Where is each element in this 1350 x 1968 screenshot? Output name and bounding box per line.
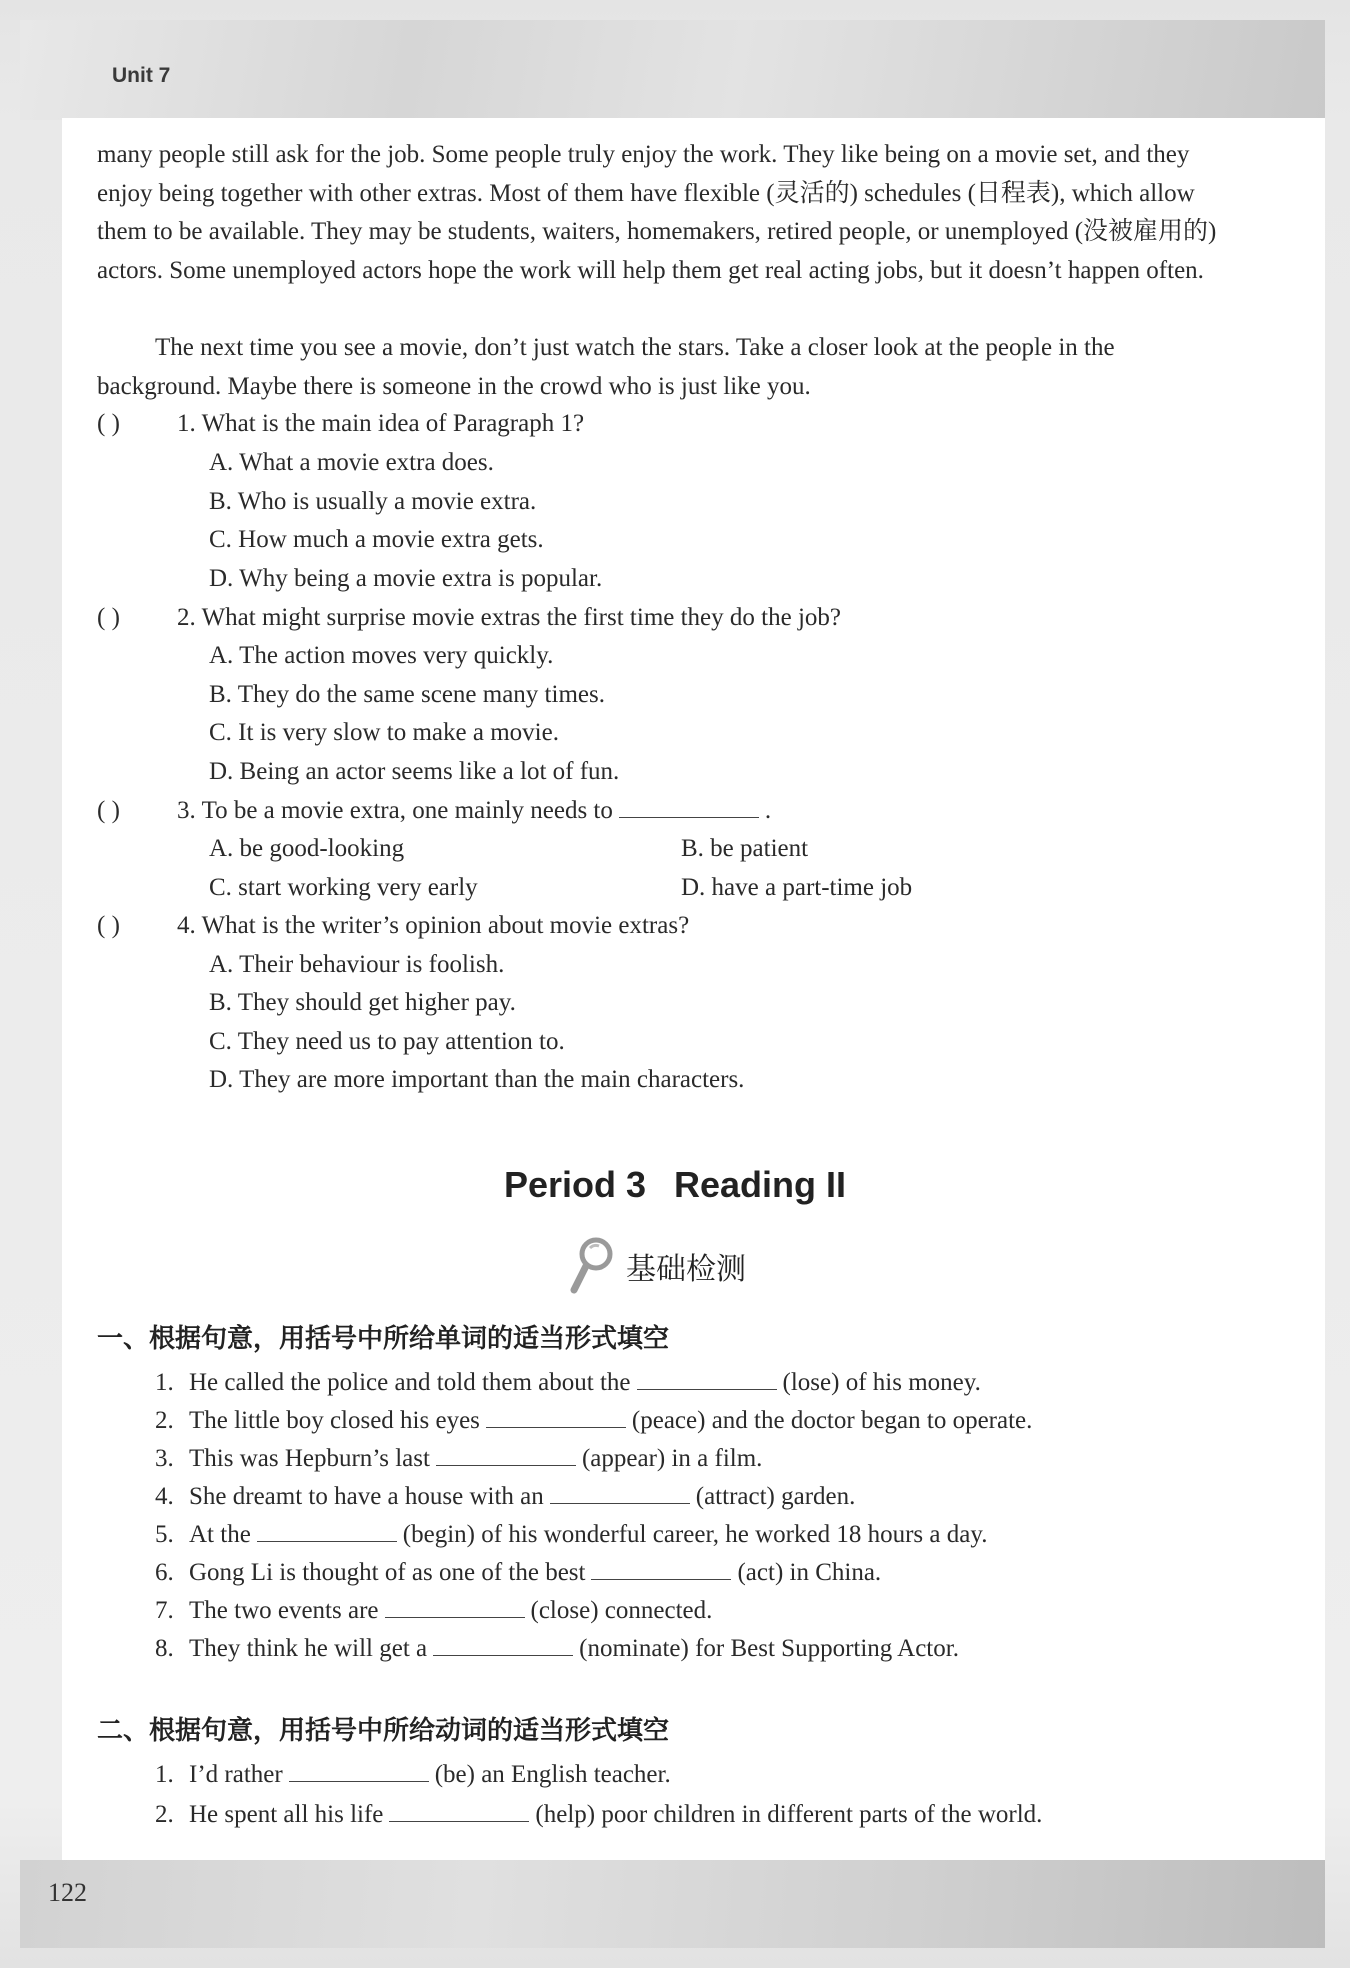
period-number: Period 3 <box>503 1164 647 1205</box>
item-number: 7. <box>155 1597 174 1624</box>
option-d[interactable]: D. Being an actor seems like a lot of fun. <box>209 758 620 785</box>
option-a[interactable]: A. Their behaviour is foolish. <box>209 951 505 978</box>
item-number: 5. <box>155 1521 174 1548</box>
option-d[interactable]: D. have a part-time job <box>681 874 913 901</box>
exercise-1-6 <box>155 1554 881 1592</box>
item-after: (nominate) for Best Supporting Actor. <box>579 1635 959 1662</box>
question-number: 2. <box>177 604 196 631</box>
answer-paren[interactable]: ( ) <box>97 912 120 939</box>
question-4 <box>97 907 689 945</box>
item-before: This was Hepburn’s last <box>189 1445 430 1472</box>
option-c[interactable]: C. How much a movie extra gets. <box>209 526 544 553</box>
answer-blank[interactable] <box>550 1481 690 1504</box>
passage-paragraph-last-text: The next time you see a movie, don’t just watch the stars. Take a closer look at the people in the background. Maybe there is someone in the crowd who is just like you. <box>97 334 1115 400</box>
item-after: (begin) of his wonderful career, he worked 18 hours a day. <box>402 1521 988 1548</box>
section-1-heading: 一、根据句意，用括号中所给单词的适当形式填空 <box>97 1324 670 1354</box>
answer-blank[interactable] <box>637 1367 777 1390</box>
item-after: (be) an English teacher. <box>434 1761 671 1788</box>
magnifier-icon <box>568 1236 616 1296</box>
answer-paren[interactable]: ( ) <box>97 604 120 631</box>
item-after: (act) in China. <box>737 1559 882 1586</box>
item-number: 8. <box>155 1635 174 1662</box>
item-before: They think he will get a <box>189 1635 428 1662</box>
option-a[interactable]: A. be good-looking <box>209 835 405 862</box>
option-c[interactable]: C. They need us to pay attention to. <box>209 1028 565 1055</box>
exercise-1-1 <box>155 1364 981 1402</box>
answer-paren[interactable]: ( ) <box>97 797 120 824</box>
answer-blank[interactable] <box>436 1443 576 1466</box>
answer-blank[interactable] <box>433 1633 573 1656</box>
footer-band <box>20 1860 1325 1948</box>
question-text: What might surprise movie extras the first time they do the job? <box>201 604 841 631</box>
exercise-1-5 <box>155 1516 987 1554</box>
question-text-end: . <box>764 797 772 824</box>
item-after: (lose) of his money. <box>782 1369 981 1396</box>
option-b[interactable]: B. be patient <box>681 835 809 862</box>
option-d[interactable]: D. They are more important than the main characters. <box>209 1066 745 1093</box>
section-2-heading: 二、根据句意，用括号中所给动词的适当形式填空 <box>97 1716 670 1746</box>
item-number: 4. <box>155 1483 174 1510</box>
question-text: What is the writer’s opinion about movie extras? <box>201 912 690 939</box>
item-after: (appear) in a film. <box>581 1445 763 1472</box>
passage-paragraph-last <box>97 329 1237 406</box>
option-a[interactable]: A. The action moves very quickly. <box>209 642 554 669</box>
exercise-1-8 <box>155 1630 959 1668</box>
item-before: Gong Li is thought of as one of the best <box>189 1559 586 1586</box>
option-b[interactable]: B. They should get higher pay. <box>209 989 516 1016</box>
item-after: (help) poor children in different parts of the world. <box>535 1801 1043 1828</box>
answer-blank[interactable] <box>385 1595 525 1618</box>
item-number: 1. <box>155 1369 174 1396</box>
item-after: (peace) and the doctor began to operate. <box>631 1407 1033 1434</box>
answer-blank[interactable] <box>591 1557 731 1580</box>
exercise-1-4 <box>155 1478 855 1516</box>
option-d[interactable]: D. Why being a movie extra is popular. <box>209 565 603 592</box>
question-text: What is the main idea of Paragraph 1? <box>201 410 585 437</box>
question-number: 4. <box>177 912 196 939</box>
question-text: To be a movie extra, one mainly needs to <box>201 797 613 824</box>
answer-blank[interactable] <box>619 795 759 818</box>
option-a[interactable]: A. What a movie extra does. <box>209 449 494 476</box>
item-after: (attract) garden. <box>695 1483 856 1510</box>
answer-blank[interactable] <box>257 1519 397 1542</box>
item-number: 2. <box>155 1801 174 1828</box>
answer-blank[interactable] <box>389 1799 529 1822</box>
exercise-2-2 <box>155 1796 1042 1834</box>
question-number: 3. <box>177 797 196 824</box>
period-name: Reading II <box>674 1164 847 1205</box>
item-before: He called the police and told them about the <box>189 1369 631 1396</box>
section-badge-label: 基础检测 <box>626 1252 746 1287</box>
period-title <box>0 1164 1350 1206</box>
answer-blank[interactable] <box>486 1405 626 1428</box>
exercise-2-1 <box>155 1756 671 1794</box>
answer-blank[interactable] <box>289 1759 429 1782</box>
exercise-1-7 <box>155 1592 712 1630</box>
exercise-1-3 <box>155 1440 762 1478</box>
option-b[interactable]: B. Who is usually a movie extra. <box>209 488 537 515</box>
passage-paragraph-end: many people still ask for the job. Some people truly enjoy the work. They like being on a movie set, and they enjoy being together with other extras. Most of them have flexible (灵活的) schedules (日程表), which allow them to be available. They may be students, waiters, homemakers, retired people, or unemployed (没被雇用的) actors. Some unemployed actors hope the work will help them get real acting jobs, but it doesn’t happen often. <box>97 141 1217 284</box>
item-before: I’d rather <box>189 1761 283 1788</box>
question-2 <box>97 599 841 637</box>
answer-paren[interactable]: ( ) <box>97 410 120 437</box>
item-number: 2. <box>155 1407 174 1434</box>
item-before: The little boy closed his eyes <box>189 1407 480 1434</box>
exercise-1-2 <box>155 1402 1032 1440</box>
item-number: 1. <box>155 1761 174 1788</box>
question-1 <box>97 405 584 443</box>
item-number: 3. <box>155 1445 174 1472</box>
header-band <box>20 20 1325 120</box>
item-before: She dreamt to have a house with an <box>189 1483 544 1510</box>
item-before: The two events are <box>189 1597 379 1624</box>
question-number: 1. <box>177 410 196 437</box>
item-after: (close) connected. <box>530 1597 713 1624</box>
question-3 <box>97 792 771 830</box>
option-c[interactable]: C. It is very slow to make a movie. <box>209 719 559 746</box>
item-before: He spent all his life <box>189 1801 384 1828</box>
page-number: 122 <box>48 1878 87 1907</box>
unit-label: Unit 7 <box>112 64 171 87</box>
item-before: At the <box>189 1521 251 1548</box>
option-c[interactable]: C. start working very early <box>209 874 478 901</box>
section-badge <box>568 1238 746 1294</box>
item-number: 6. <box>155 1559 174 1586</box>
option-b[interactable]: B. They do the same scene many times. <box>209 681 605 708</box>
